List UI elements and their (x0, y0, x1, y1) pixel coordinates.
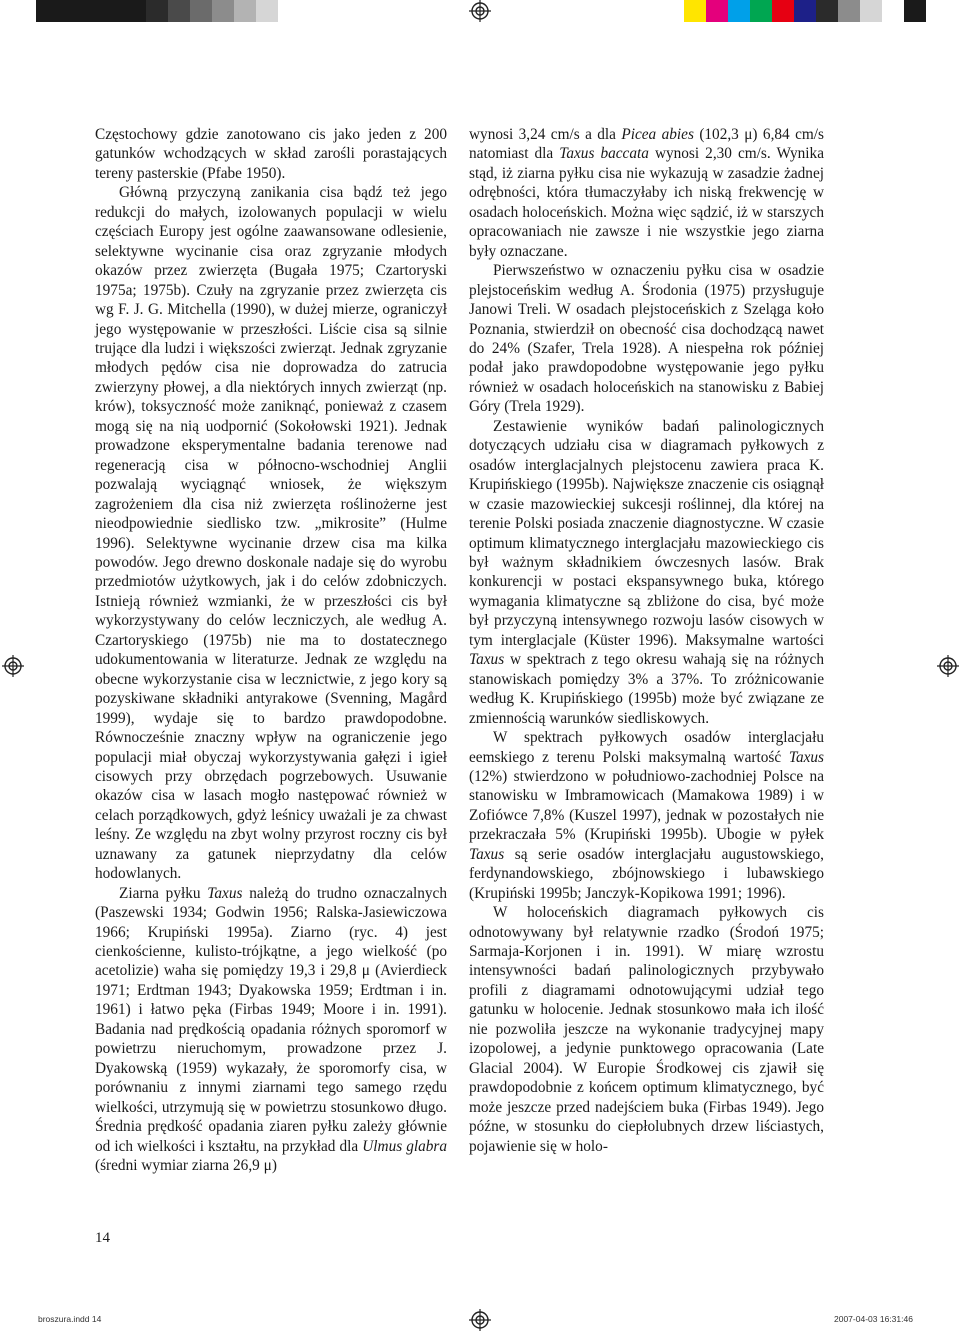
color-swatch (816, 0, 838, 22)
color-swatch (904, 0, 926, 22)
color-swatch (794, 0, 816, 22)
color-swatch (728, 0, 750, 22)
text-run: Ziarna pyłku (119, 884, 208, 902)
color-swatch (860, 0, 882, 22)
text-run: (12%) stwierdzono w południowo-zachodniej Polsce na stanowisku w Imbramowicach (Mamakowa 1989) i w Zofiówce 7,8% (Kuszel 1997), jednak w pozostałych nie przekraczała 5% (Krupiński 1995b). Ubogie w pyłek (469, 767, 824, 844)
taxon-name: Taxus (788, 748, 824, 766)
color-swatch (168, 0, 190, 22)
paragraph: Główną przyczyną zanikania cisa bądź też jego redukcji do małych, izolowanych populacji w wielu częściach Europy jest ogólne zaawansowane odlesienie, selektywne wycinanie cisa oraz zgryzanie młodych okazów przez zwierzęta (Bugała 1975; Czartoryski 1975a; 1975b). Czuły na zgryzanie przez zwierzęta cis wg F. J. G. Mitchella (1990), w dużej mierze, ograniczył jego występowanie w przeszłości. Liście cisa są silnie trujące dla ludzi i większości zwierząt. Jednak zgryzanie młodych pędów cisa nie doprowadza do zatrucia zwierzyny płowej, a dla niektórych innych zwierząt (np. krów), toksyczność może zaniknąć, ponieważ z czasem mogą się na nią uodpornić (Sokołowski 1921). Jednak prowadzone eksperymentalne badania terenowe nad regeneracją cisa w północno-wschodniej Anglii pozwalają wyciągnąć wniosek, że większym zagrożeniem dla cisa niż zwierzęta roślinożerne jest nieodpowiednie siedlisko tzw. „mikrosite” (Hulme 1996). Selektywne wycinanie drzew cisa ma kilka powodów. Jego drewno doskonale nadaje się do wyrobu przedmiotów użytkowych, jak i do celów zdobniczych. Istnieją również wzmianki, że w przeszłości cis był wykorzystywany do celów leczniczych, ale według A. Czartoryskiego (1975b) nie ma to dostatecznego udokumentowania w literaturze. Jednak ze względu na obecne wykorzystanie cisa w lecznictwie, z jego kory są pozyskiwane składniki antyrakowe (Svenning, Magård 1999), wydaje się to bardzo prawdopodobne. Równocześnie znaczny wpływ na ograniczenie jego populacji miał obyczaj wykorzystywania gałęzi i igieł cisowych przy obrzędach pogrzebowych. Usuwanie okazów cisa w lasach mogło następować również w celach porządkowych, gdyż leśnicy uważali je za chwast leśny. Ze względu na zbyt wolny przyrost roczny cis był uznawany za gatunek nieprzydatny dla celów hodowlanych. (95, 184, 447, 883)
text-run: w spektrach z tego okresu wahają się na różnych stanowiskach pomiędzy 3% a 37%. To zróżnicowanie według K. Krupińskiego (1995b) może być związane ze zmiennością warunków siedliskowych. (469, 651, 824, 727)
text-run: Zestawienie wyników badań palinologicznych dotyczących udziału cisa w diagramach pyłkowych z osadów interglacjalnych plejstocenu zawiera praca K. Krupińskiego (1995b). Największe znaczenie cis osiągnął w czasie mazowieckiej sukcesji roślinnej, dla której na terenie Polski posiada znaczenie diagnostyczne. W czasie optimum klimatycznego interglacjału mazowieckiego cis był ważnym składnikiem ówczesnych lasów. Brak konkurencji w postaci ekspansywnego buka, którego wymagania klimatyczne są zbliżone do cisa, być może był przyczyną intensywnego rozwoju lasów cisowych w tym interglacjale (Küster 1996). Maksymalne wartości (469, 417, 824, 649)
taxon-name: Taxus (469, 651, 505, 669)
taxon-name: Taxus baccata (559, 145, 649, 163)
print-slug-timestamp: 2007-04-03 16:31:46 (834, 1314, 913, 1324)
text-run: należą do trudno oznaczalnych (Paszewski 1934; Godwin 1956; Ralska-Jasiewiczowa 1966; Krupiński 1995a). Ziarno (ryc. 4) jest cienkościenne, kulisto-trójkątne, a jego wielkość (po acetolizie) waha się pomiędzy 19,3 i 29,8 μ (Avierdieck 1971; Erdtman 1943; Dyakowska 1959; Erdtman i in. 1961) i łatwo pęka (Firbas 1949; Moore i in. 1991). Badania nad prędkością opadania różnych sporomorf w powietrzu nieruchomym, prowadzone przez J. Dyakowską (1959) wykazały, że sporomorfy cisa, w porównaniu z innymi ziarnami tego samego rzędu wielkości, utrzymują się w powietrzu stosunkowo długo. Średnia prędkość opadania ziaren pyłku zależy głównie od ich wielkości i kształtu, na przykład dla (95, 884, 447, 1155)
text-column-left (95, 125, 447, 1175)
taxon-name: Taxus (207, 884, 243, 902)
color-calibration-bar-right (684, 0, 948, 22)
color-swatch (772, 0, 794, 22)
text-run: wynosi 3,24 cm/s a dla (469, 126, 622, 143)
text-run: (102,3 μ) 6,84 cm/s natomiast dla (469, 126, 825, 163)
paragraph (95, 884, 447, 1176)
text-run: (średni wymiar ziarna 26,9 μ) (95, 1157, 277, 1175)
color-swatch (14, 0, 36, 22)
text-run: są serie osadów interglacjału augustowskiego, ferdynandowskiego, zbójnowskiego i lubawskiego (Krupiński 1995b; Janczyk-Kopikowa 1991; 1996). (469, 845, 824, 902)
paragraph (469, 417, 824, 728)
paragraph: W holoceńskich diagramach pyłkowych cis odnotowywany był relatywnie rzadko (Środoń 1975; Sarmaja-Korjonen i in. 1991). W miarę wzrostu intensywności badań palinologicznych przybywało profili z diagramami odnotowującymi udział tego gatunku w holocenie. Jednak stosunkowo mała ich ilość nie pozwoliła jeszcze na wykonanie tradycyjnej mapy izopolowej, a jedynie punktowego opracowania (Late Glacial 2004). W Europie Środkowej cis zjawił się prawdopodobnie z końcem optimum klimatycznego, być może jeszcze przed nadejściem buka (Firbas 1949). Jego późne, w stosunku do ciepłolubnych drzew liściastych, pojawienie się w holo- (469, 904, 824, 1155)
color-swatch (256, 0, 278, 22)
color-swatch (124, 0, 146, 22)
color-swatch (926, 0, 948, 22)
color-swatch (102, 0, 124, 22)
color-swatch (234, 0, 256, 22)
text-run: W spektrach pyłkowych osadów interglacjału eemskiego z terenu Polski maksymalną wartość (469, 729, 824, 766)
color-swatch (212, 0, 234, 22)
color-swatch (36, 0, 58, 22)
registration-mark-icon (2, 655, 24, 677)
paragraph: Pierwszeństwo w oznaczeniu pyłku cisa w osadzie plejstoceńskim według A. Środonia (1975) przysługuje Janowi Treli. W osadach plejstoceńskich z Szeląga koło Poznania, stwierdził on obecność cisa dochodzącą nawet do 24% (Szafer, Trela 1928). A niespełna rok później podał jako prawdopodobne występowanie jego pyłku również w osadach holoceńskich na stanowisku z Babiej Góry (Trela 1929). (469, 262, 824, 416)
page-number: 14 (95, 1230, 110, 1246)
color-calibration-bar-left (14, 0, 300, 22)
taxon-name: Ulmus glabra (362, 1137, 447, 1155)
paragraph: Częstochowy gdzie zanotowano cis jako jeden z 200 gatunków wchodzących w skład zarośli porastających tereny pasterskie (Pfabe 1950). (95, 126, 447, 182)
color-swatch (80, 0, 102, 22)
color-swatch (278, 0, 300, 22)
taxon-name: Taxus (469, 845, 505, 863)
paragraph (469, 125, 824, 261)
color-swatch (750, 0, 772, 22)
paragraph (469, 728, 824, 903)
registration-mark-icon (469, 0, 491, 22)
color-swatch (146, 0, 168, 22)
color-swatch (190, 0, 212, 22)
color-swatch (684, 0, 706, 22)
color-swatch (706, 0, 728, 22)
taxon-name: Picea abies (621, 126, 694, 143)
text-column-right (469, 125, 824, 1156)
text-run: wynosi 2,30 cm/s. Wynika stąd, iż ziarna pyłku cisa nie wykazują w zasadzie żadnej odrębności, która tłumaczyłaby ich niską frekwencję w osadach holoceńskich. Można więc sądzić, iż w starszych opracowaniach nie zawsze i nie wszystkie jego ziarna były oznaczane. (469, 145, 824, 260)
print-slug-filename: broszura.indd 14 (38, 1314, 102, 1324)
color-swatch (58, 0, 80, 22)
color-swatch (882, 0, 904, 22)
registration-mark-icon (469, 1309, 491, 1331)
color-swatch (838, 0, 860, 22)
registration-mark-icon (937, 655, 959, 677)
